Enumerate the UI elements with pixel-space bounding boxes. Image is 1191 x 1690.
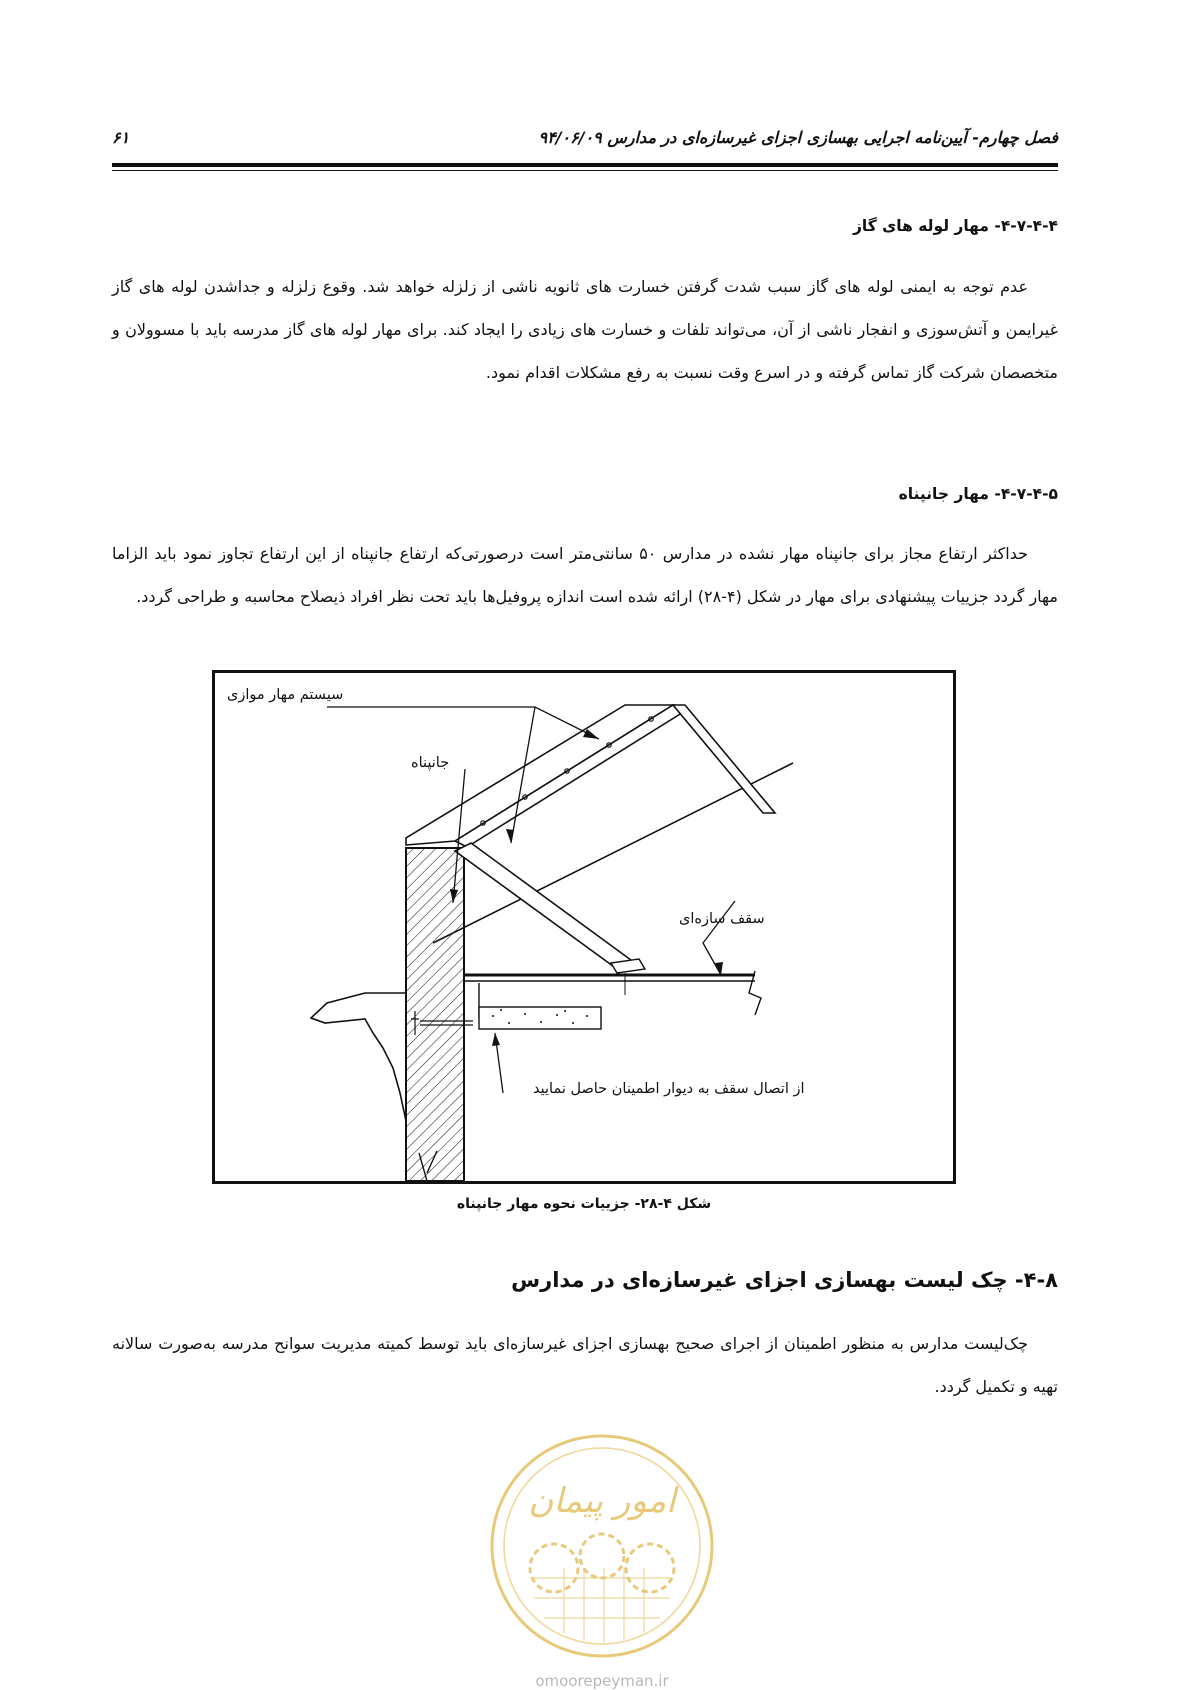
page-number: ۶۱ — [112, 128, 130, 147]
section-heading-parapet: ۴-۷-۴-۵- مهار جانپناه — [898, 485, 1058, 503]
header-title: فصل چهارم- آیین‌نامه اجرایی بهسازی اجزای غیرسازه‌ای در مدارس ۹۴/۰۶/۰۹ — [538, 128, 1058, 147]
label-connection-note: از اتصال سقف به دیوار اطمینان حاصل نمایید — [533, 1081, 805, 1097]
watermark-logo — [484, 1428, 720, 1664]
page-header — [112, 128, 1058, 158]
paragraph-checklist: چک‌لیست مدارس به منظور اطمینان از اجرای صحیح بهسازی اجزای غیرسازه‌ای باید توسط کمیته مدیریت سوانح مدرسه به‌صورت سالانه تهیه و تکمیل گردد. — [112, 1334, 1058, 1396]
parallel-brace-rail — [455, 705, 685, 847]
section-heading-gas: ۴-۷-۴-۴- مهار لوله های گاز — [852, 217, 1058, 235]
watermark-site: omoorepeyman.ir — [535, 1672, 669, 1690]
watermark-logo-text: امور پیمان — [528, 1481, 676, 1521]
section-heading-checklist: ۴-۸- چک لیست بهسازی اجزای غیرسازه‌ای در مدارس — [511, 1268, 1058, 1292]
header-rule-thin — [112, 170, 1058, 171]
label-structural-roof: سقف سازه‌ای — [679, 911, 765, 927]
label-parapet: جانپناه — [411, 755, 450, 771]
paragraph-parapet: حداکثر ارتفاع مجاز برای جانپناه مهار نشده در مدارس ۵۰ سانتی‌متر است درصورتی‌که ارتفاع جانپناه از این ارتفاع تجاوز نمود باید الزاما مهار گردد جزییات پیشنهادی برای مهار در شکل (۴-۲۸) ارائه شده است اندازه پروفیل‌ها باید تحت نظر افراد ذیصلاح محاسبه و طراحی گردد. — [112, 544, 1058, 606]
figure-caption: شکل ۴-۲۸- جزییات نحوه مهار جانپناه — [456, 1196, 712, 1212]
figure-parapet-bracing — [212, 670, 956, 1184]
leader-arrowheads — [450, 729, 723, 1046]
label-parallel-brace: سیستم مهار موازی — [227, 687, 344, 703]
kicker-brace — [455, 843, 635, 969]
cornice-molding — [311, 993, 406, 1121]
slab-break-line — [749, 971, 761, 1015]
parapet-bracing-drawing — [215, 673, 953, 1181]
wall-roof-connection — [479, 1007, 601, 1029]
header-rule — [112, 163, 1058, 167]
paragraph-gas: عدم توجه به ایمنی لوله های گاز سبب شدت گرفتن خسارت های ثانویه ناشی از زلزله خواهد شد. وقوع زلزله و جداشدن لوله های گاز غیرایمن و آتش‌سوزی و انفجار ناشی از آن، می‌تواند تلفات و خسارت های زیادی را ایجاد کند. برای مهار لوله های گاز مدرسه باید با مسوولان و متخصصان شرکت گاز تماس گرفته و در اسرع وقت نسبت به رفع مشکلات اقدام نمود. — [112, 277, 1058, 382]
parapet-cap-angle — [406, 705, 673, 845]
